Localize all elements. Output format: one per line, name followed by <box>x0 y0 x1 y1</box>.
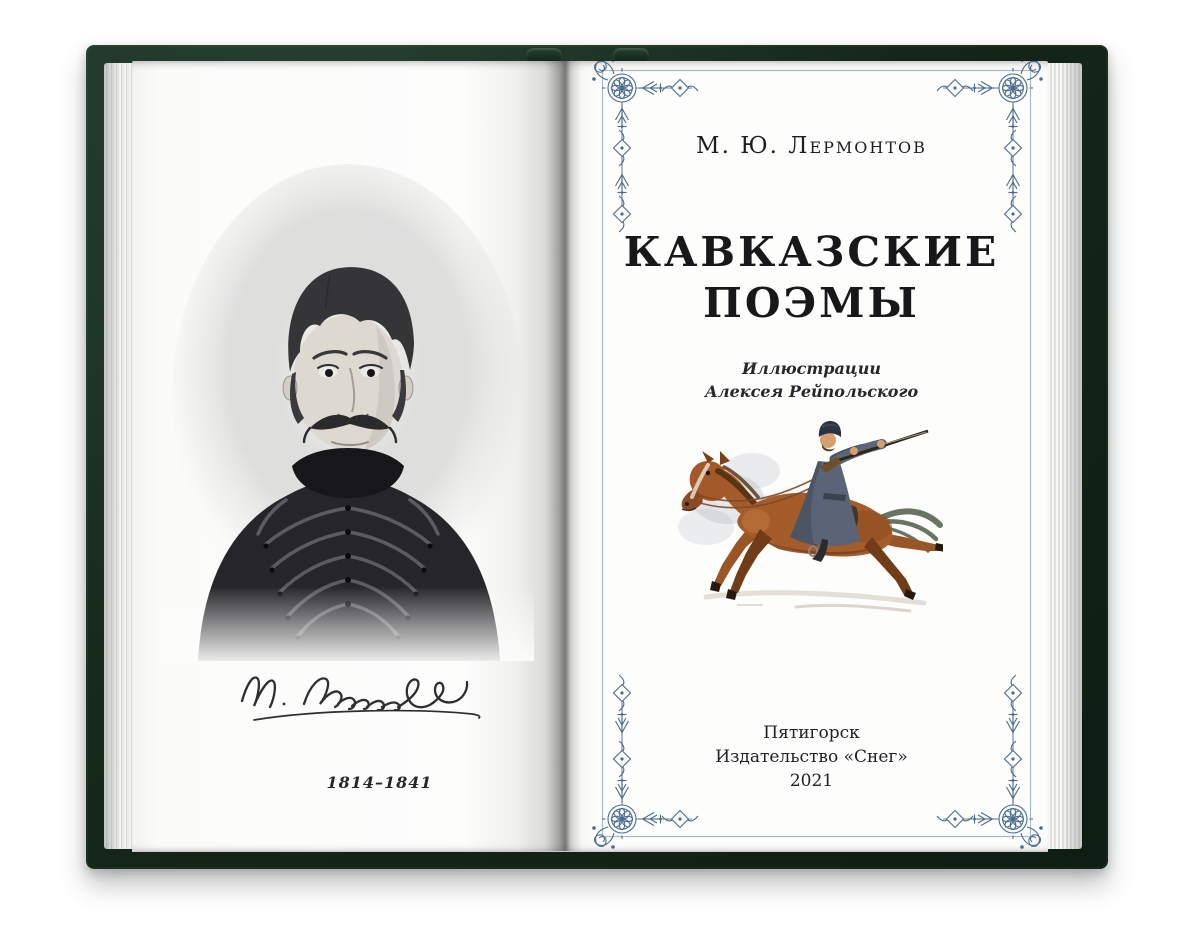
frontispiece-page <box>132 61 563 851</box>
illustrator-credit <box>575 357 1048 403</box>
illustrator-credit-line-1: Иллюстрации <box>742 359 881 378</box>
imprint <box>575 721 1048 793</box>
book-title-line-1: КАВКАЗСКИЕ <box>623 228 1000 276</box>
imprint-city: Пятигорск <box>763 723 860 743</box>
lermontov-signature <box>224 649 504 731</box>
life-dates: 1814–1841 <box>326 773 433 792</box>
lermontov-portrait <box>162 156 534 661</box>
imprint-year: 2021 <box>789 771 834 791</box>
signature-strokes <box>242 678 480 720</box>
author-name: М. Ю. Лермонтов <box>696 133 927 159</box>
title-page <box>563 61 1048 851</box>
book-cover <box>86 45 1108 869</box>
imprint-publisher: Издательство «Снег» <box>715 747 908 767</box>
page-edge-stack-left <box>104 63 132 849</box>
ground-strokes <box>706 593 924 611</box>
book-title-line-2: ПОЭМЫ <box>703 279 920 327</box>
book-title <box>575 227 1048 329</box>
page-edge-stack-right <box>1048 63 1082 849</box>
illustrator-credit-line-2: Алексея Рейпольского <box>704 382 919 401</box>
title-page-inner <box>575 61 1048 851</box>
cossack-rider-illustration <box>678 415 943 620</box>
